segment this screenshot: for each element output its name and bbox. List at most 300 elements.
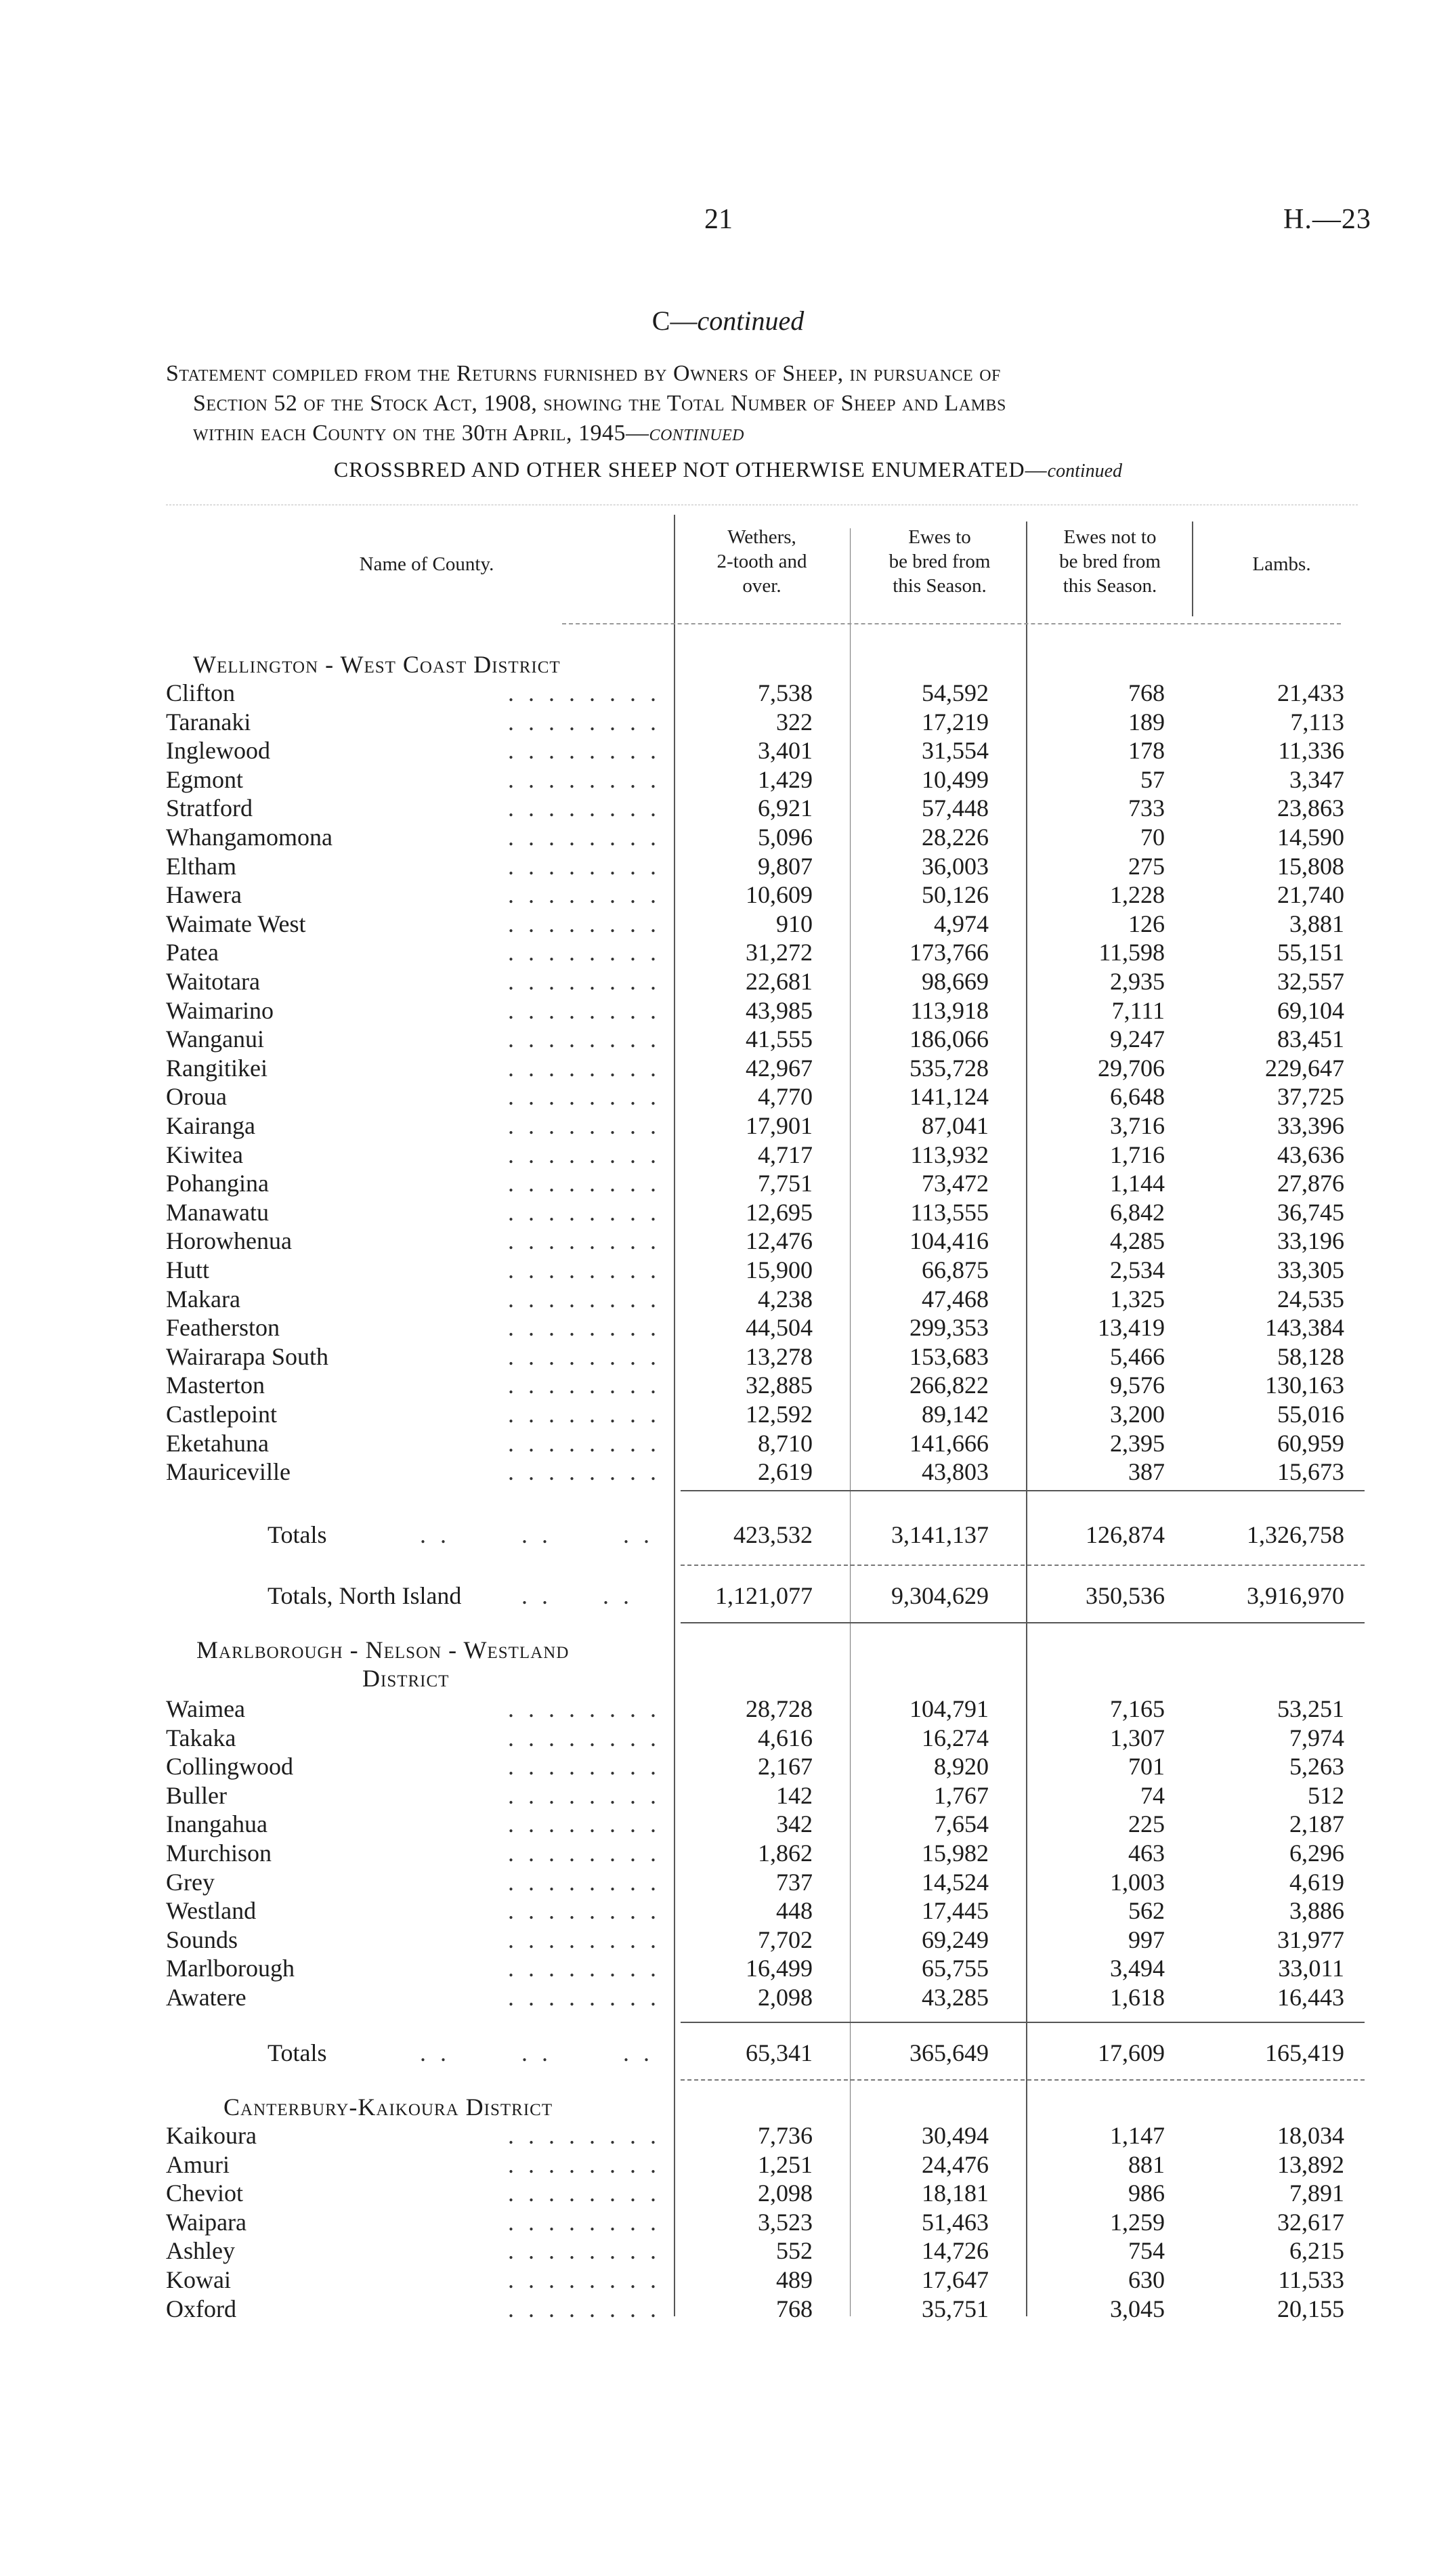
ewes-not-bred-value: 630 <box>1128 2266 1165 2293</box>
table-row <box>0 1342 1456 1371</box>
table-row <box>0 2266 1456 2294</box>
wethers-value: 489 <box>776 2266 813 2293</box>
table-row <box>0 794 1456 822</box>
county-name: Horowhenua <box>166 1227 292 1255</box>
table-row <box>0 2121 1456 2150</box>
leader-dots: . . . . . . . . <box>508 1724 660 1751</box>
county-name: Castlepoint <box>166 1401 277 1428</box>
leader-dots: . . . . . . . . <box>508 1810 660 1838</box>
county-name: Wairarapa South <box>166 1342 329 1370</box>
marlborough-totals-label: Totals <box>267 2039 327 2066</box>
ewes-not-bred-value: 1,716 <box>1110 1141 1165 1168</box>
lambs-value: 33,305 <box>1277 1256 1344 1283</box>
county-name: Stratford <box>166 794 253 822</box>
ewes-bred-value: 14,726 <box>922 2237 989 2265</box>
continued-label <box>0 305 1456 337</box>
wethers-header-line-2: 2-tooth and <box>716 551 807 572</box>
ewes-bred-value: 17,647 <box>922 2266 989 2293</box>
table-row <box>0 2295 1456 2323</box>
column-header-ewes-bred <box>853 525 1026 598</box>
table-row <box>0 880 1456 909</box>
wethers-value: 7,702 <box>758 1926 813 1953</box>
leader-dots: . . . . . . . . <box>508 852 660 880</box>
ewes-not-bred-value: 1,325 <box>1110 1285 1165 1313</box>
wethers-value: 28,728 <box>746 1695 813 1722</box>
table-row <box>0 823 1456 851</box>
north-island-wethers: 1,121,077 <box>715 1582 813 1609</box>
leader-dots: . . . . . . . . <box>508 2150 660 2178</box>
ewes-not-bred-value: 997 <box>1128 1926 1165 1953</box>
table-row <box>0 1810 1456 1838</box>
lambs-value: 31,977 <box>1277 1926 1344 1953</box>
table-row <box>0 1111 1456 1140</box>
wethers-value: 13,278 <box>746 1342 813 1370</box>
ewes-bred-value: 28,226 <box>922 824 989 851</box>
wethers-value: 3,401 <box>758 737 813 765</box>
lambs-value: 3,347 <box>1289 765 1344 793</box>
ewes-bred-value: 535,728 <box>909 1054 989 1082</box>
ewes-bred-value: 173,766 <box>909 939 989 966</box>
wethers-value: 342 <box>776 1810 813 1838</box>
lambs-value: 27,876 <box>1277 1170 1344 1197</box>
leader-dots: . . . . . . . . <box>508 1198 660 1226</box>
lambs-value: 55,016 <box>1277 1401 1344 1428</box>
table-row <box>0 1082 1456 1111</box>
leader-dots: . . . . . . . . <box>508 1170 660 1197</box>
lambs-value: 83,451 <box>1277 1025 1344 1053</box>
marlborough-totals-row <box>0 2039 1456 2067</box>
county-name: Waimate West <box>166 910 306 937</box>
ewes-bred-value: 8,920 <box>934 1753 989 1781</box>
statement-line-3 <box>166 419 1365 448</box>
county-name: Hawera <box>166 881 242 909</box>
column-header-ewes-not-bred <box>1028 525 1192 598</box>
wethers-value: 7,538 <box>758 679 813 706</box>
ewes-not-bred-value: 701 <box>1128 1753 1165 1781</box>
ewes-not-header-line-2: be bred from <box>1059 551 1161 572</box>
wethers-value: 4,770 <box>758 1083 813 1111</box>
wethers-value: 6,921 <box>758 794 813 822</box>
ewes-not-bred-value: 754 <box>1128 2237 1165 2265</box>
leader-dots: . . . . . . . . <box>508 1897 660 1925</box>
lambs-value: 14,590 <box>1277 824 1344 851</box>
north-island-bottom-rule <box>681 1622 1365 1623</box>
wethers-value: 322 <box>776 708 813 736</box>
north-island-ewes-not-bred: 350,536 <box>1086 1582 1165 1609</box>
ewes-not-bred-value: 1,307 <box>1110 1724 1165 1751</box>
leader-dots: . . . . . . . . <box>508 1314 660 1342</box>
ewes-bred-value: 7,654 <box>934 1810 989 1838</box>
county-name: Clifton <box>166 679 236 706</box>
ewes-bred-value: 16,274 <box>922 1724 989 1751</box>
leader-dots: . . . . . . . . <box>508 1285 660 1313</box>
county-name: Waipara <box>166 2208 247 2236</box>
ewes-not-bred-value: 1,144 <box>1110 1170 1165 1197</box>
ewes-not-bred-value: 275 <box>1128 852 1165 880</box>
table-row <box>0 1313 1456 1342</box>
county-name: Westland <box>166 1897 257 1925</box>
leader-dots: . . . . . . . . <box>508 2208 660 2236</box>
wethers-value: 4,238 <box>758 1285 813 1313</box>
marlborough-totals-wethers: 65,341 <box>746 2039 813 2066</box>
table-subheading <box>0 457 1456 482</box>
lambs-value: 143,384 <box>1265 1314 1344 1342</box>
wethers-value: 1,251 <box>758 2150 813 2178</box>
county-name: Eltham <box>166 852 236 880</box>
table-row <box>0 1400 1456 1428</box>
leader-dots: . . . . . . . . <box>508 1054 660 1082</box>
wethers-value: 43,985 <box>746 996 813 1024</box>
lambs-value: 15,673 <box>1277 1458 1344 1486</box>
wethers-value: 32,885 <box>746 1371 813 1399</box>
ewes-bred-value: 54,592 <box>922 679 989 706</box>
wethers-value: 9,807 <box>758 852 813 880</box>
header-bottom-rule <box>562 623 1341 624</box>
table-row <box>0 1169 1456 1197</box>
lambs-value: 21,740 <box>1277 881 1344 909</box>
leader-dots: . . . . . . . . <box>508 1868 660 1896</box>
wethers-value: 1,862 <box>758 1839 813 1867</box>
ewes-not-bred-value: 733 <box>1128 794 1165 822</box>
wethers-value: 142 <box>776 1781 813 1809</box>
lambs-value: 36,745 <box>1277 1198 1344 1226</box>
lambs-value: 6,215 <box>1289 2237 1344 2265</box>
ewes-bred-value: 15,982 <box>922 1839 989 1867</box>
county-name: Sounds <box>166 1926 238 1953</box>
totals-lambs: 1,326,758 <box>1247 1521 1344 1548</box>
leader-dots: . . . . . . . . <box>508 1401 660 1428</box>
ewes-not-header-line-3: this Season. <box>1063 575 1157 597</box>
lambs-value: 37,725 <box>1277 1083 1344 1111</box>
leader-dots: . . . . . . . . <box>508 1141 660 1168</box>
wellington-totals-top-rule <box>681 1490 1365 1491</box>
lambs-value: 16,443 <box>1277 1984 1344 2011</box>
ewes-not-bred-value: 1,618 <box>1110 1984 1165 2011</box>
north-island-ewes-bred: 9,304,629 <box>891 1582 989 1609</box>
lambs-value: 7,113 <box>1290 708 1344 736</box>
table-row <box>0 1198 1456 1227</box>
leader-dots: . . . . . . . . <box>508 708 660 736</box>
county-name: Mauriceville <box>166 1458 291 1486</box>
table-row <box>0 1458 1456 1486</box>
continued-letter: C— <box>651 305 698 336</box>
totals-leader-dots: . . . . . . <box>420 1521 654 1548</box>
county-name: Hutt <box>166 1256 210 1283</box>
ewes-not-bred-value: 1,259 <box>1110 2208 1165 2236</box>
wethers-value: 737 <box>776 1868 813 1896</box>
leader-dots: . . . . . . . . <box>508 968 660 995</box>
ewes-bred-value: 89,142 <box>922 1401 989 1428</box>
ewes-not-bred-value: 178 <box>1128 737 1165 765</box>
marlborough-totals-top-rule <box>681 2022 1365 2023</box>
leader-dots: . . . . . . . . <box>508 824 660 851</box>
ewes-not-bred-value: 7,111 <box>1111 996 1165 1024</box>
table-row <box>0 938 1456 966</box>
subheading-text: CROSSBRED AND OTHER SHEEP NOT OTHERWISE ENUMERATED— <box>333 457 1048 482</box>
ewes-bred-value: 30,494 <box>922 2122 989 2149</box>
lambs-value: 32,557 <box>1277 968 1344 995</box>
ewes-bred-value: 31,554 <box>922 737 989 765</box>
north-island-lambs: 3,916,970 <box>1247 1582 1344 1609</box>
subheading-italic: continued <box>1047 461 1123 482</box>
ewes-bred-value: 104,791 <box>909 1695 989 1722</box>
county-name: Ashley <box>166 2237 235 2265</box>
county-name: Whangamomona <box>166 824 333 851</box>
ewes-not-bred-value: 562 <box>1128 1897 1165 1925</box>
statement-line-3-main: within each County on the 30th April, 1945— <box>193 421 649 446</box>
table-row <box>0 1752 1456 1781</box>
lambs-value: 13,892 <box>1277 2150 1344 2178</box>
county-name: Oxford <box>166 2295 236 2322</box>
leader-dots: . . . . . . . . <box>508 1083 660 1111</box>
leader-dots: . . . . . . . . <box>508 1458 660 1486</box>
wethers-header-line-3: over. <box>742 575 781 597</box>
wethers-value: 17,901 <box>746 1112 813 1139</box>
table-row <box>0 910 1456 938</box>
county-name: Awatere <box>166 1984 247 2011</box>
county-name: Takaka <box>166 1724 236 1751</box>
leader-dots: . . . . . . . . <box>508 1955 660 1982</box>
lambs-value: 20,155 <box>1277 2295 1344 2322</box>
ewes-bred-value: 69,249 <box>922 1926 989 1953</box>
leader-dots: . . . . . . . . <box>508 1695 660 1722</box>
marlborough-totals-bottom-rule <box>681 2079 1365 2081</box>
district-title-marlborough-line-2: District <box>362 1665 450 1692</box>
lambs-value: 33,011 <box>1278 1955 1344 1982</box>
ewes-bred-value: 1,767 <box>934 1781 989 1809</box>
wethers-value: 3,523 <box>758 2208 813 2236</box>
ewes-not-header-line-1: Ewes not to <box>1063 526 1157 548</box>
ewes-not-bred-value: 6,842 <box>1110 1198 1165 1226</box>
lambs-value: 11,533 <box>1278 2266 1344 2293</box>
county-name: Patea <box>166 939 219 966</box>
lambs-value: 512 <box>1308 1781 1344 1809</box>
leader-dots: . . . . . . . . <box>508 765 660 793</box>
wethers-value: 4,616 <box>758 1724 813 1751</box>
ewes-bred-value: 141,124 <box>909 1083 989 1111</box>
ewes-not-bred-value: 387 <box>1128 1458 1165 1486</box>
leader-dots: . . . . . . . . <box>508 1371 660 1399</box>
county-name: Marlborough <box>166 1955 295 1982</box>
table-row <box>0 736 1456 765</box>
wethers-value: 44,504 <box>746 1314 813 1342</box>
column-rule-4 <box>1192 522 1193 616</box>
table-row <box>0 1695 1456 1723</box>
ewes-bred-value: 4,974 <box>934 910 989 937</box>
ewes-bred-value: 50,126 <box>922 881 989 909</box>
ewes-not-bred-value: 986 <box>1128 2179 1165 2207</box>
county-name: Makara <box>166 1285 240 1313</box>
totals-label: Totals <box>267 1521 327 1548</box>
wethers-value: 1,429 <box>758 765 813 793</box>
wethers-value: 448 <box>776 1897 813 1925</box>
leader-dots: . . . . . . . . <box>508 679 660 706</box>
ewes-bred-value: 17,445 <box>922 1897 989 1925</box>
lambs-value: 55,151 <box>1277 939 1344 966</box>
leader-dots: . . . . . . . . <box>508 881 660 909</box>
ewes-not-bred-value: 74 <box>1140 1781 1165 1809</box>
table-row <box>0 1724 1456 1752</box>
district-title-canterbury: Canterbury-Kaikoura District <box>223 2093 553 2121</box>
wethers-value: 31,272 <box>746 939 813 966</box>
lambs-value: 4,619 <box>1289 1868 1344 1896</box>
table-row <box>0 1141 1456 1169</box>
table-row <box>0 679 1456 707</box>
county-name: Taranaki <box>166 708 251 736</box>
ewes-bred-value: 18,181 <box>922 2179 989 2207</box>
wethers-value: 7,751 <box>758 1170 813 1197</box>
county-name: Manawatu <box>166 1198 269 1226</box>
ewes-bred-value: 66,875 <box>922 1256 989 1283</box>
table-row <box>0 1429 1456 1458</box>
leader-dots: . . . . . . . . <box>508 1025 660 1053</box>
wethers-value: 42,967 <box>746 1054 813 1082</box>
wellington-totals-row <box>0 1520 1456 1549</box>
table-row <box>0 1285 1456 1313</box>
ewes-bred-value: 266,822 <box>909 1371 989 1399</box>
leader-dots: . . . . . . . . <box>508 1839 660 1867</box>
wethers-value: 22,681 <box>746 968 813 995</box>
leader-dots: . . . . . . . . <box>508 2122 660 2149</box>
leader-dots: . . . . . . . . <box>508 1256 660 1283</box>
leader-dots: . . . . . . . . <box>508 2237 660 2265</box>
wethers-value: 12,592 <box>746 1401 813 1428</box>
lambs-value: 43,636 <box>1277 1141 1344 1168</box>
marlborough-totals-lambs: 165,419 <box>1265 2039 1344 2066</box>
ewes-bred-value: 36,003 <box>922 852 989 880</box>
statement-line-3-italic: continued <box>649 421 744 446</box>
lambs-value: 33,396 <box>1277 1112 1344 1139</box>
document-reference: H.—23 <box>1283 204 1371 235</box>
lambs-value: 3,886 <box>1289 1897 1344 1925</box>
lambs-value: 24,535 <box>1277 1285 1344 1313</box>
lambs-value: 69,104 <box>1277 996 1344 1024</box>
table-row <box>0 1781 1456 1810</box>
county-name: Murchison <box>166 1839 272 1867</box>
lambs-value: 6,296 <box>1289 1839 1344 1867</box>
wethers-value: 12,476 <box>746 1227 813 1255</box>
leader-dots: . . . . . . . . <box>508 1984 660 2011</box>
leader-dots: . . . . . . . . <box>508 1781 660 1809</box>
table-row <box>0 1896 1456 1925</box>
table-row <box>0 1954 1456 1982</box>
leader-dots: . . . . . . . . <box>508 1926 660 1953</box>
county-name: Inangahua <box>166 1810 267 1838</box>
ewes-bred-value: 113,918 <box>910 996 989 1024</box>
continued-word: continued <box>697 305 805 336</box>
leader-dots: . . . . . . . . <box>508 2295 660 2322</box>
table-row <box>0 2236 1456 2265</box>
table-row <box>0 2179 1456 2207</box>
table-row <box>0 852 1456 880</box>
table-row <box>0 708 1456 736</box>
ewes-not-bred-value: 9,576 <box>1110 1371 1165 1399</box>
wethers-value: 2,167 <box>758 1753 813 1781</box>
ewes-bred-value: 47,468 <box>922 1285 989 1313</box>
ewes-not-bred-value: 1,147 <box>1110 2122 1165 2149</box>
county-name: Waimarino <box>166 996 274 1024</box>
county-name: Masterton <box>166 1371 265 1399</box>
wethers-header-line-1: Wethers, <box>727 526 796 548</box>
table-row <box>0 1868 1456 1896</box>
ewes-bred-value: 35,751 <box>922 2295 989 2322</box>
leader-dots: . . . . . . . . <box>508 2179 660 2207</box>
lambs-value: 7,891 <box>1289 2179 1344 2207</box>
ewes-not-bred-value: 3,716 <box>1110 1112 1165 1139</box>
table-row <box>0 2150 1456 2179</box>
wethers-value: 2,098 <box>758 1984 813 2011</box>
wethers-value: 552 <box>776 2237 813 2265</box>
leader-dots: . . . . . . . . <box>508 910 660 937</box>
wethers-value: 16,499 <box>746 1955 813 1982</box>
ewes-bred-value: 104,416 <box>909 1227 989 1255</box>
ewes-bred-value: 186,066 <box>909 1025 989 1053</box>
ewes-bred-value: 113,932 <box>910 1141 989 1168</box>
totals-ewes-bred: 3,141,137 <box>891 1521 989 1548</box>
ewes-not-bred-value: 13,419 <box>1098 1314 1165 1342</box>
ewes-bred-value: 65,755 <box>922 1955 989 1982</box>
ewes-not-bred-value: 29,706 <box>1098 1054 1165 1082</box>
lambs-value: 53,251 <box>1277 1695 1344 1722</box>
ewes-not-bred-value: 3,200 <box>1110 1401 1165 1428</box>
ewes-bred-value: 113,555 <box>910 1198 989 1226</box>
county-name: Buller <box>166 1781 227 1809</box>
table-row <box>0 1983 1456 2012</box>
county-name: Kowai <box>166 2266 231 2293</box>
lambs-value: 5,263 <box>1289 1753 1344 1781</box>
wethers-value: 8,710 <box>758 1429 813 1457</box>
ewes-bred-value: 141,666 <box>909 1429 989 1457</box>
column-header-name: Name of County. <box>359 553 494 575</box>
table-row <box>0 1054 1456 1082</box>
wethers-value: 4,717 <box>758 1141 813 1168</box>
ewes-bred-value: 14,524 <box>922 1868 989 1896</box>
ewes-not-bred-value: 2,395 <box>1110 1429 1165 1457</box>
county-name: Collingwood <box>166 1753 294 1781</box>
wethers-value: 12,695 <box>746 1198 813 1226</box>
leader-dots: . . . . . . . . <box>508 1342 660 1370</box>
lambs-value: 3,881 <box>1289 910 1344 937</box>
ewes-not-bred-value: 2,935 <box>1110 968 1165 995</box>
ewes-not-bred-value: 225 <box>1128 1810 1165 1838</box>
county-name: Eketahuna <box>166 1429 269 1457</box>
leader-dots: . . . . . . . . <box>508 1429 660 1457</box>
ewes-not-bred-value: 1,228 <box>1110 881 1165 909</box>
statement-line-1: Statement compiled from the Returns furnished by Owners of Sheep, in pursuance of <box>166 361 1001 386</box>
lambs-value: 32,617 <box>1277 2208 1344 2236</box>
county-name: Kaikoura <box>166 2122 257 2149</box>
wethers-value: 5,096 <box>758 824 813 851</box>
wethers-value: 768 <box>776 2295 813 2322</box>
wethers-value: 2,619 <box>758 1458 813 1486</box>
ewes-not-bred-value: 189 <box>1128 708 1165 736</box>
column-header-lambs: Lambs. <box>1252 553 1311 575</box>
table-row <box>0 967 1456 996</box>
county-name: Oroua <box>166 1083 227 1111</box>
ewes-not-bred-value: 3,494 <box>1110 1955 1165 1982</box>
lambs-value: 23,863 <box>1277 794 1344 822</box>
district-title-marlborough: Marlborough - Nelson - Westland <box>196 1636 570 1663</box>
ewes-bred-value: 17,219 <box>922 708 989 736</box>
table-row <box>0 1371 1456 1399</box>
leader-dots: . . . . . . . . <box>508 1753 660 1781</box>
leader-dots: . . . . . . . . <box>508 737 660 765</box>
ewes-bred-value: 153,683 <box>909 1342 989 1370</box>
wethers-value: 41,555 <box>746 1025 813 1053</box>
table-row <box>0 1839 1456 1867</box>
lambs-value: 33,196 <box>1277 1227 1344 1255</box>
totals-ewes-not-bred: 126,874 <box>1086 1521 1165 1548</box>
